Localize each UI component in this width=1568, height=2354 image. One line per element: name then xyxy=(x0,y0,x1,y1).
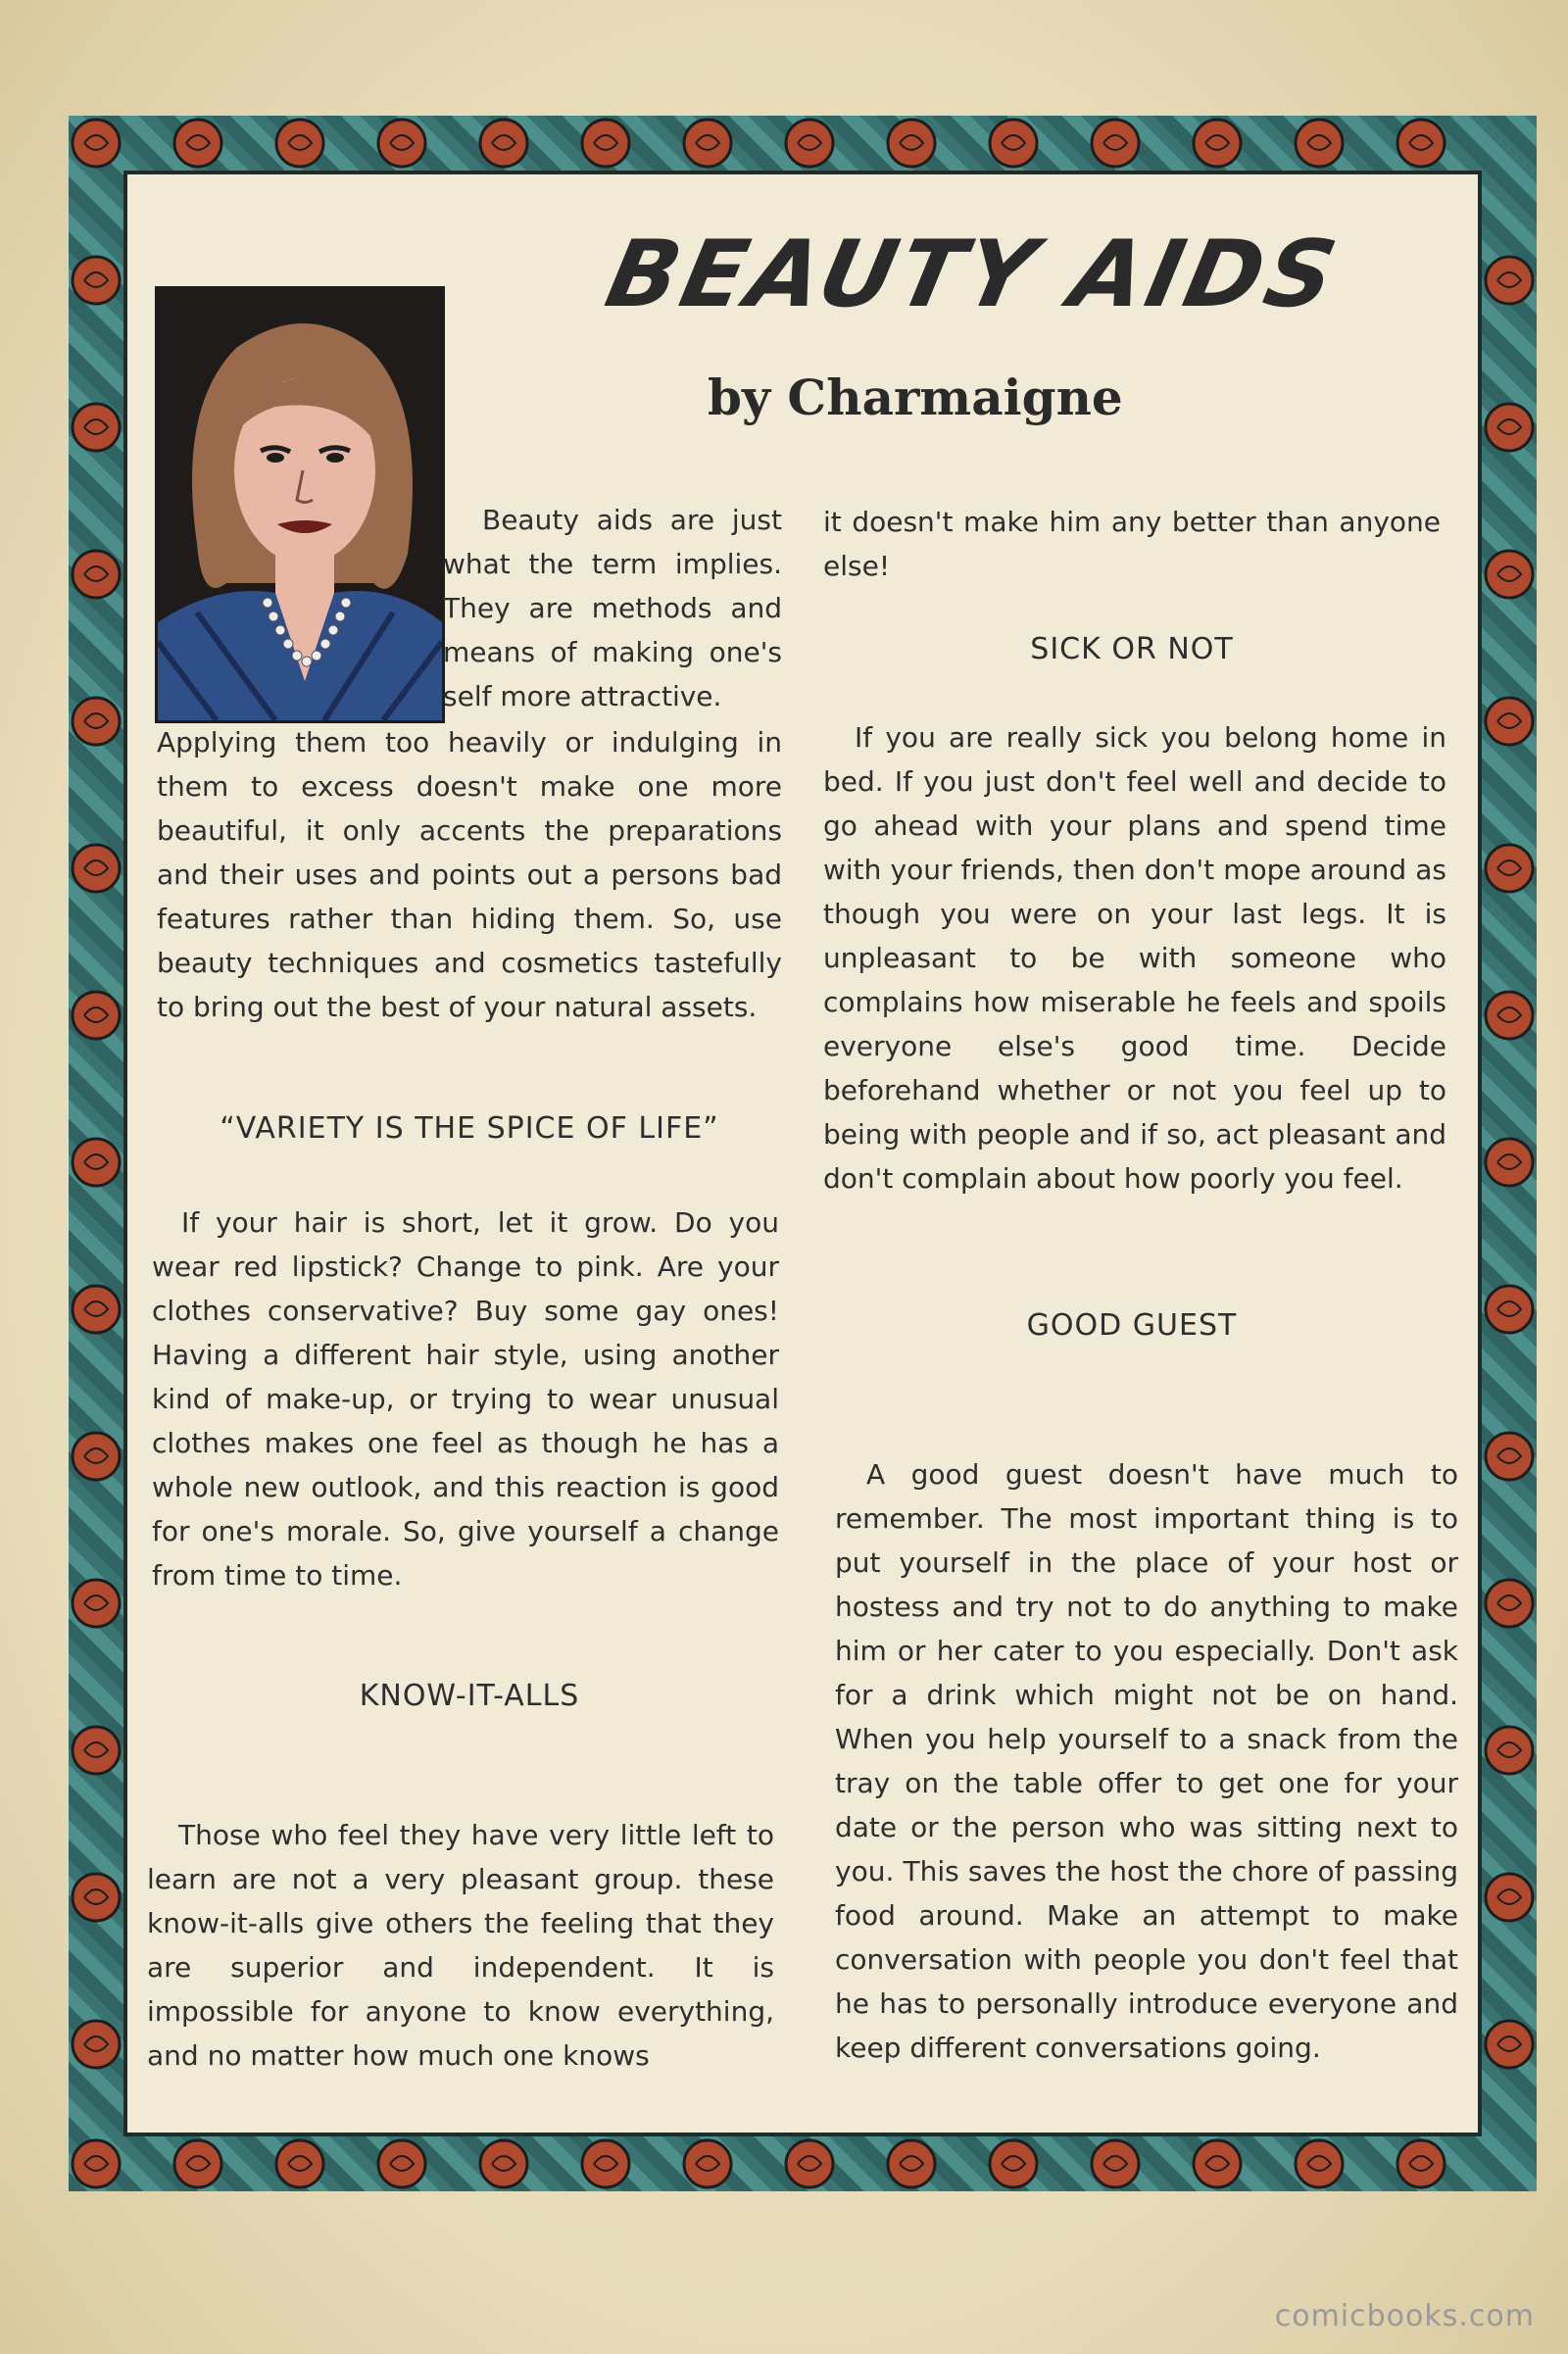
section-body-sick-or-not: If you are really sick you belong home in bed. If you just don't feel well and decide to go ahead with your plans and spend time with your friends, then don't mope around as though you were on your last legs. It is unpleasant to be with someone who complains how miserable he feels and spoils everyone else's good time. Decide beforehand whether or not you feel up to being with people and if so, act pleasant and don't complain about how poorly you feel. xyxy=(823,721,1446,1195)
section-body-variety: If your hair is short, let it grow. Do you wear red lipstick? Change to pink. Are your clothes conservative? Buy some gay ones! Having a different hair style, using another kind of make-up, or trying to wear unusual clothes makes one feel as though he has a whole new outlook, and this reaction is good for one's morale. So, give yourself a change from time to time. xyxy=(152,1206,779,1592)
article-title: BEAUTY AIDS xyxy=(597,221,1348,328)
section-body-know-it-alls: Those who feel they have very little left to learn are not a very pleasant group. these know-it-alls give others the feeling that they are superior and independent. It is impossible for anyone to know everything, and no matter how much one knows xyxy=(147,1819,774,2072)
continuation-paragraph: it doesn't make him any better than anyone else! xyxy=(823,506,1441,582)
section-heading-good-guest: GOOD GUEST xyxy=(1026,1308,1238,1343)
site-watermark: comicbooks.com xyxy=(1274,2299,1535,2333)
intro-paragraph-beside-portrait: Beauty aids are just what the term implies. They are methods and means of making one's self more attractive. xyxy=(443,504,782,712)
intro-paragraph-continued: Applying them too heavily or indulging in them to excess doesn't make one more beautiful, it only accents the preparations and their uses and points out a persons bad features rather than hiding them. So, use beauty techniques and cosmetics tastefully to bring out the best of your natural assets. xyxy=(157,726,782,1023)
portrait-illustration xyxy=(155,286,445,723)
article-byline: by Charmaigne xyxy=(708,368,1123,426)
section-heading-sick-or-not: SICK OR NOT xyxy=(1030,632,1234,666)
section-heading-know-it-alls: KNOW-IT-ALLS xyxy=(359,1679,580,1713)
woman-portrait-icon xyxy=(158,289,442,720)
section-heading-variety: “VARIETY IS THE SPICE OF LIFE” xyxy=(220,1111,719,1146)
section-body-good-guest: A good guest doesn't have much to remember. The most important thing is to put yourself in the place of your host or hostess and try not to do anything to make him or her cater to you especially. Don't ask for a drink which might not be on hand. When you help yourself to a snack from the tray on the table offer to get one for your date or the person who was sitting next to you. This saves the host the chore of passing food around. Make an attempt to make conversation with people you don't feel that he has to personally introduce everyone and keep different conversations going. xyxy=(835,1458,1458,2064)
